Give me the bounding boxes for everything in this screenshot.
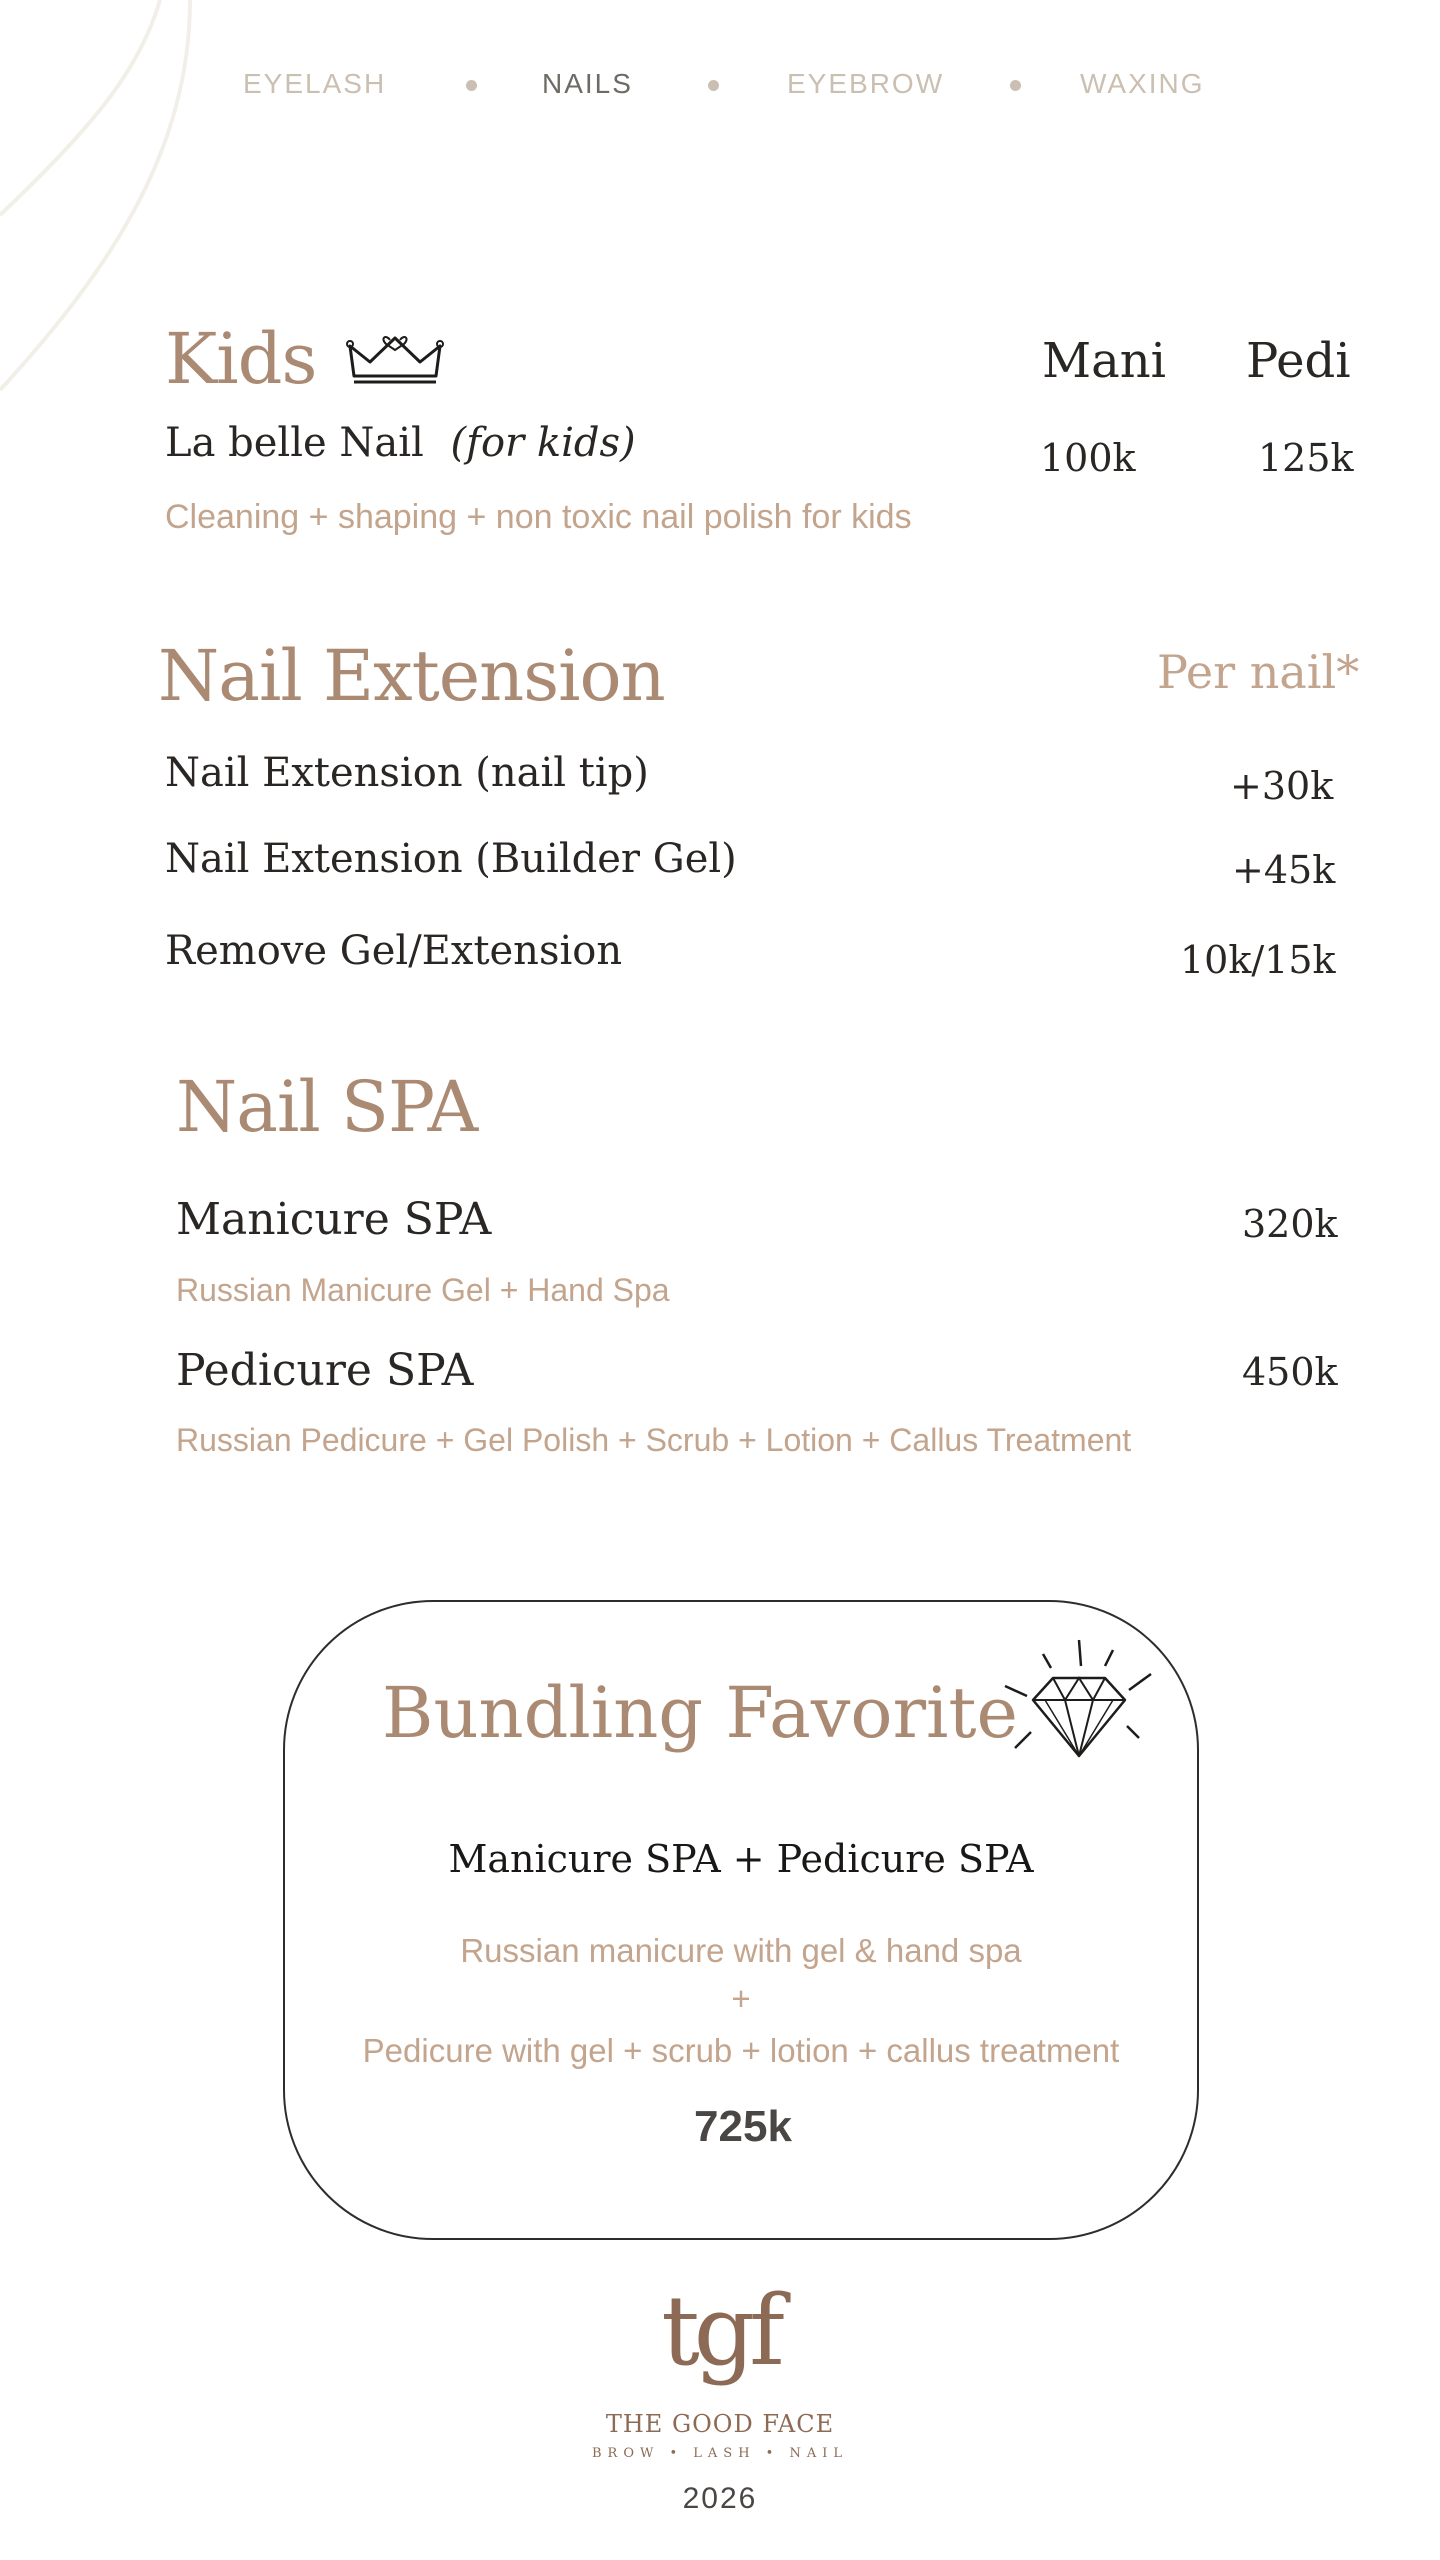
per-nail-label: Per nail*: [1157, 645, 1360, 699]
nav-separator-dot: [466, 80, 477, 91]
brand-tagline: BROW • LASH • NAIL: [591, 2446, 849, 2461]
kids-title: Kids: [165, 318, 317, 400]
spa-item-description: Russian Manicure Gel + Hand Spa: [176, 1272, 670, 1308]
nav-separator-dot: [1010, 80, 1021, 91]
nav-item-eyelash[interactable]: EYELASH: [243, 68, 387, 99]
spa-item-name: Manicure SPA: [176, 1194, 492, 1245]
extension-item-name: Nail Extension (nail tip): [165, 750, 649, 796]
extension-item-price: +30k: [1230, 764, 1334, 808]
bundle-title: Bundling Favorite: [382, 1672, 1018, 1754]
kids-item-label: La belle Nail: [165, 420, 424, 466]
diamond-icon: [1003, 1630, 1155, 1766]
bundle-description-line: Pedicure with gel + scrub + lotion + callus treatment: [362, 2032, 1120, 2069]
extension-item-price: 10k/15k: [1180, 938, 1336, 982]
kids-item-note: (for kids): [450, 420, 636, 466]
crown-icon: [346, 332, 444, 388]
extension-item-name: Remove Gel/Extension: [165, 928, 623, 974]
spa-item-description: Russian Pedicure + Gel Polish + Scrub + Lotion + Callus Treatment: [176, 1422, 1132, 1458]
brand-name: THE GOOD FACE: [605, 2410, 835, 2438]
nail-spa-title: Nail SPA: [176, 1066, 478, 1148]
kids-price-pedi: 125k: [1258, 436, 1354, 480]
kids-description: Cleaning + shaping + non toxic nail polish for kids: [165, 498, 912, 536]
extension-item-price: +45k: [1232, 848, 1336, 892]
bundle-price: 725k: [694, 2102, 792, 2151]
brand-logo-mark: tgf: [661, 2275, 779, 2387]
bundle-description-line: Russian manicure with gel & hand spa: [460, 1932, 1022, 1969]
category-nav: [0, 68, 1440, 108]
kids-col-pedi: Pedi: [1246, 333, 1351, 389]
bundle-description-plus: +: [731, 1980, 751, 2017]
spa-item-name: Pedicure SPA: [176, 1345, 474, 1396]
kids-col-mani: Mani: [1042, 333, 1167, 389]
nav-separator-dot: [708, 80, 719, 91]
nail-extension-title: Nail Extension: [158, 635, 665, 717]
bundle-combo: Manicure SPA + Pedicure SPA: [448, 1837, 1034, 1881]
year-label: 2026: [682, 2482, 758, 2515]
kids-item-name: [165, 420, 636, 466]
nav-item-waxing[interactable]: WAXING: [1080, 68, 1205, 99]
kids-price-mani: 100k: [1040, 436, 1136, 480]
nav-item-nails[interactable]: NAILS: [542, 68, 633, 99]
extension-item-name: Nail Extension (Builder Gel): [165, 836, 737, 882]
spa-item-price: 320k: [1242, 1202, 1338, 1246]
nav-item-eyebrow[interactable]: EYEBROW: [787, 68, 945, 99]
bundle-card: [283, 1600, 1199, 2240]
spa-item-price: 450k: [1242, 1350, 1338, 1394]
